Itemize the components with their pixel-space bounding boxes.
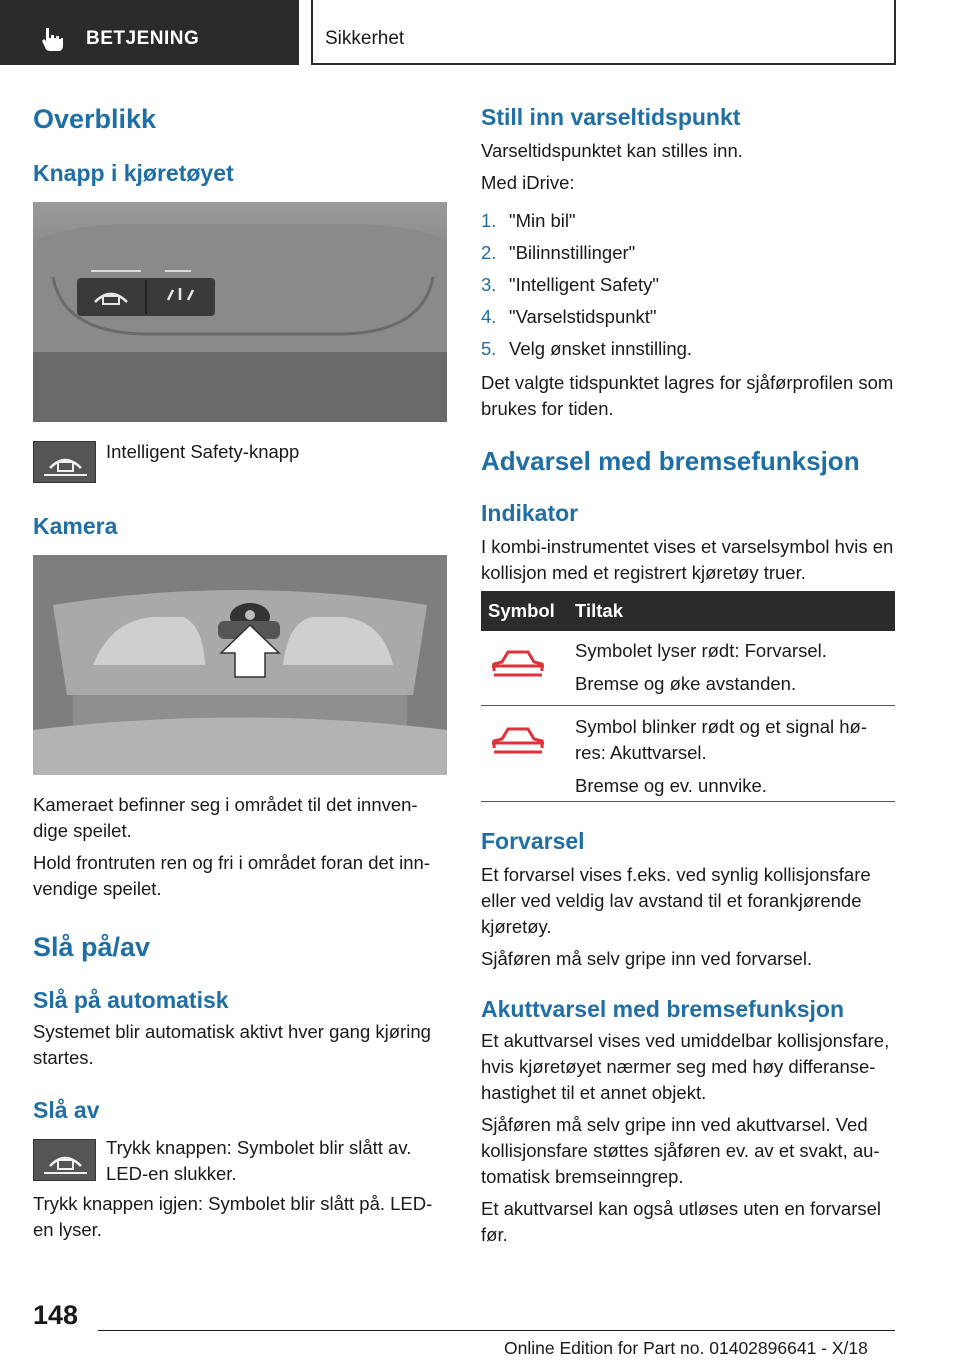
acute-warning-text [481,1028,895,1254]
symbol-table-header [481,591,895,631]
list-item [481,240,895,266]
heading-auto-on: Slå på automatisk [33,987,229,1013]
step-text: "Varselstidspunkt" [509,306,657,327]
camera-paragraph-1: Kameraet befinner seg i området til det innven-dige speilet. [33,794,418,841]
column-symbol: Symbol [488,600,555,621]
acute-warning-paragraph-2: Sjåføren må selv gripe inn ved akuttvarsel. Ved kollisjonsfare støttes sjåføren ev. av et svakt, au-tomatisk bremseinngrep. [481,1114,880,1187]
heading-camera: Kamera [33,513,118,539]
action-cell [575,714,887,806]
page-number: 148 [33,1300,79,1330]
heading-off: Slå av [33,1097,100,1123]
car-warning-icon [490,645,546,685]
column-action: Tiltak [575,600,623,621]
safety-button-icon [33,1139,96,1181]
heading-indicator: Indikator [481,500,579,526]
chapter-title: Sikkerhet [325,28,405,49]
action-line-2: Bremse og øke avstanden. [575,673,797,694]
button-caption: Intelligent Safety-knapp [106,441,300,462]
camera-photo [33,555,447,775]
pre-warning-paragraph-2: Sjåføren må selv gripe inn ved forvarsel. [481,948,813,969]
heading-warning-time: Still inn varseltidspunkt [481,104,741,130]
step-number: 5. [481,338,497,359]
table-row [481,706,895,802]
camera-paragraph-2: Hold frontruten ren og fri i området foran det inn-vendige speilet. [33,852,430,899]
list-item [481,304,895,330]
auto-paragraph: Systemet blir automatisk aktivt hver gang kjøring startes. [33,1021,431,1068]
heading-button-in-vehicle: Knapp i kjøretøyet [33,160,234,186]
step-text: "Intelligent Safety" [509,274,659,295]
step-number: 1. [481,210,497,231]
car-acute-warning-icon [490,722,546,762]
intelligent-safety-button-icon [33,441,96,483]
list-item [481,272,895,298]
step-number: 4. [481,306,497,327]
chapter-header [311,0,896,65]
section-label: BETJENING [86,28,200,49]
pre-warning-paragraph-1: Et forvarsel vises f.eks. ved synlig kollisjonsfare eller ved veldig lav avstand til et forankjørende kjøretøy. [481,864,871,937]
camera-text [33,792,447,908]
step-text: "Bilinnstillinger" [509,242,636,263]
step-text: "Min bil" [509,210,576,231]
action-line-1: Symbolet lyser rødt: Forvarsel. [575,640,827,661]
camera-location-illustration [33,555,447,775]
footer-divider [98,1330,895,1331]
off-paragraph: Trykk knappen igjen: Symbolet blir slått på. LED-en lyser. [33,1193,433,1240]
button-panel-illustration [33,202,447,422]
hand-pointer-icon [40,26,66,52]
list-item [481,336,895,362]
heading-brake-warning: Advarsel med bremsefunksjon [481,446,860,476]
heading-overview: Overblikk [33,104,157,134]
pre-warning-text [481,862,895,978]
step-number: 3. [481,274,497,295]
button-photo [33,202,447,422]
edition-footer: Online Edition for Part no. 01402896641 - X/18 [504,1338,868,1358]
idrive-steps-list [481,208,895,368]
action-line-1: Symbol blinker rødt og et signal hø-res: Akuttvarsel. [575,716,868,763]
warning-time-paragraph-2: Med iDrive: [481,172,575,193]
warning-time-text [481,138,895,202]
heading-pre-warning: Forvarsel [481,828,585,854]
section-tab [0,0,299,65]
acute-warning-paragraph-1: Et akuttvarsel vises ved umiddelbar kollisjonsfare, hvis kjøretøyet nærmer seg med høy differanse-hastighet til et annet objekt. [481,1030,890,1103]
heading-on-off: Slå på/av [33,932,151,962]
step-number: 2. [481,242,497,263]
acute-warning-paragraph-3: Et akuttvarsel kan også utløses uten en forvarsel før. [481,1198,882,1245]
action-cell [575,638,827,704]
warning-time-paragraph-1: Varseltidspunktet kan stilles inn. [481,140,743,161]
heading-acute-warning: Akuttvarsel med bremsefunksjon [481,996,845,1022]
action-line-2: Bremse og ev. unnvike. [575,775,767,796]
off-caption: Trykk knappen: Symbolet blir slått av. LED-en slukker. [106,1137,412,1184]
list-item [481,208,895,234]
step-text: Velg ønsket innstilling. [509,338,693,359]
table-row [481,631,895,706]
indicator-paragraph: I kombi-instrumentet vises et varselsymbol hvis en kollisjon med et registrert kjøretøy truer. [481,536,894,583]
warning-time-paragraph-3: Det valgte tidspunktet lagres for sjåførprofilen som brukes for tiden. [481,372,894,419]
